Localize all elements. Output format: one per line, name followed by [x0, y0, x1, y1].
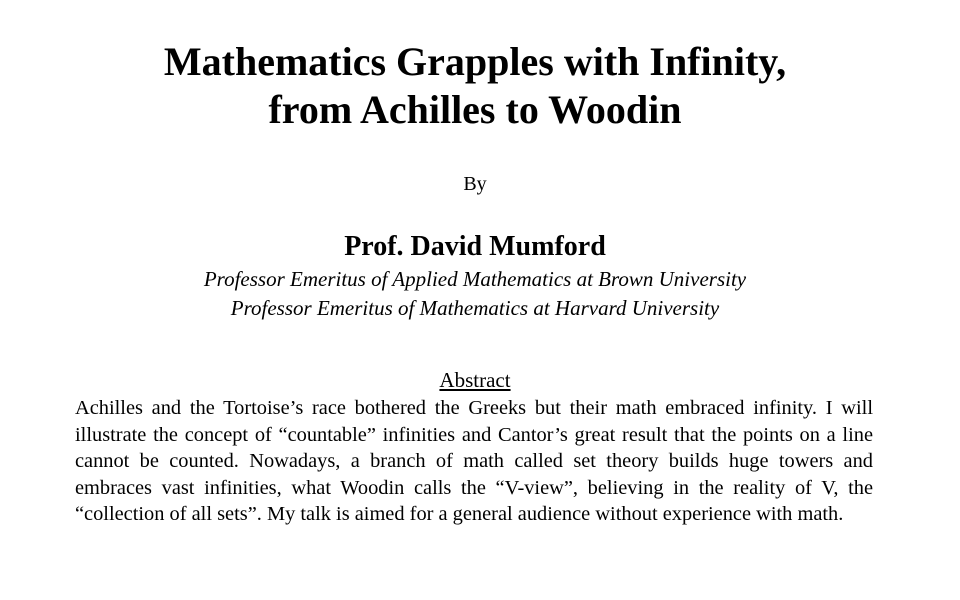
byline: By — [463, 173, 487, 195]
document-title — [0, 38, 950, 134]
author-name: Prof. David Mumford — [344, 231, 606, 262]
title-line-2: from Achilles to Woodin — [268, 87, 682, 132]
abstract-body: Achilles and the Tortoise’s race bothered the Greeks but their math embraced infinity. I will illustrate the concept of “countable” infinities and Cantor’s great result that the points on a line cannot be counted. Nowadays, a branch of math called set theory builds huge towers and embraces vast infinities, what Woodin calls the “V-view”, believing in the reality of V, the “collection of all sets”. My talk is aimed for a general audience without experience with math. — [75, 397, 873, 525]
affiliation-brown: Professor Emeritus of Applied Mathematics at Brown University — [203, 267, 747, 291]
affiliation-harvard: Professor Emeritus of Mathematics at Harvard University — [230, 296, 720, 320]
author-affiliations — [0, 265, 950, 323]
abstract-heading: Abstract — [439, 368, 511, 392]
title-line-1: Mathematics Grapples with Infinity, — [163, 39, 787, 84]
